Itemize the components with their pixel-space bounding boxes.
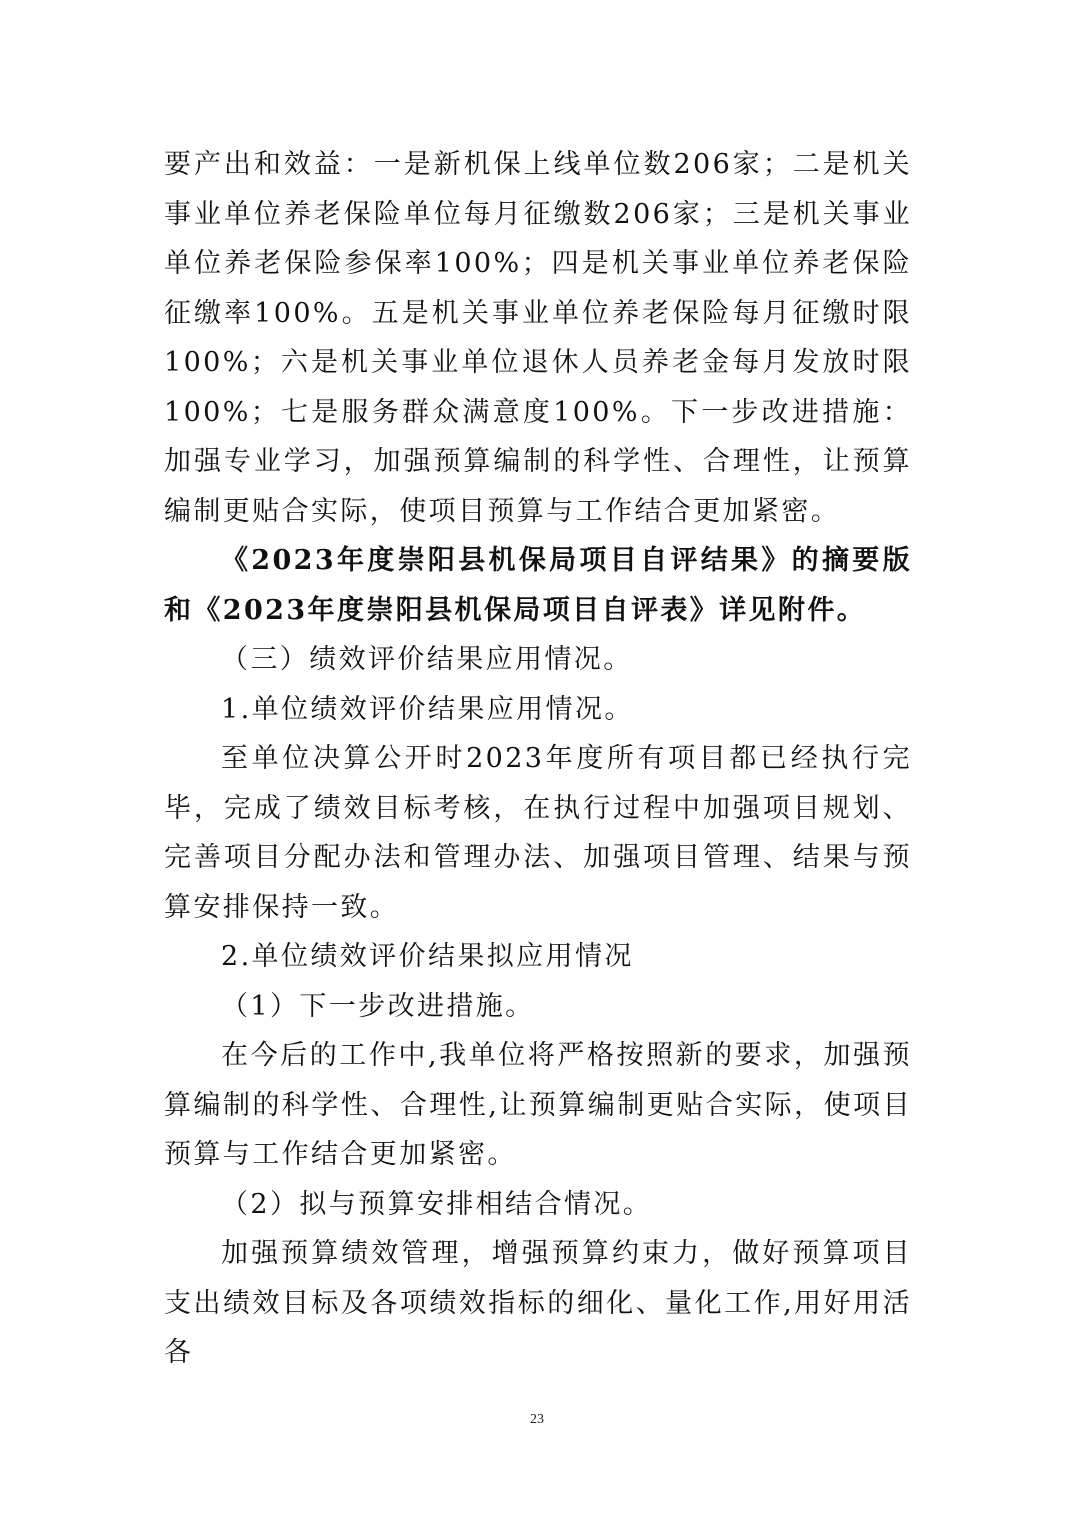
- heading-subitem-1: （1）下一步改进措施。: [221, 990, 535, 1022]
- page-number: 23: [530, 1412, 544, 1427]
- paragraph-application-status: 至单位决算公开时2023年度所有项目都已经执行完毕，完成了绩效目标考核，在执行过程中加强项目规划、完善项目分配办法和管理办法、加强项目管理、结果与预算安排保持一致。: [164, 743, 912, 923]
- paragraph-outputs-benefits: 要产出和效益：一是新机保上线单位数206家；二是机关事业单位养老保险单位每月征缴数206家；三是机关事业单位养老保险参保率100%；四是机关事业单位养老保险征缴率100%。五是机关事业单位养老保险每月征缴时限100%；六是机关事业单位退休人员养老金每月发放时限100%；七是服务群众满意度100%。下一步改进措施：加强专业学习，加强预算编制的科学性、合理性，让预算编制更贴合实际，使项目预算与工作结合更加紧密。: [164, 149, 912, 527]
- heading-item-1: 1.单位绩效评价结果应用情况。: [221, 693, 634, 725]
- paragraph-budget-management: 加强预算绩效管理，增强预算约束力，做好预算项目支出绩效目标及各项绩效指标的细化、量化工作,用好用活各: [164, 1238, 912, 1368]
- heading-section-3: （三）绩效评价结果应用情况。: [221, 644, 633, 675]
- body-text: [164, 140, 912, 1378]
- paragraph-improvement-measures: 在今后的工作中,我单位将严格按照新的要求，加强预算编制的科学性、合理性,让预算编制更贴合实际，使项目预算与工作结合更加紧密。: [164, 1040, 912, 1170]
- heading-item-2: 2.单位绩效评价结果拟应用情况: [221, 941, 634, 972]
- heading-subitem-2: （2）拟与预算安排相结合情况。: [221, 1188, 653, 1220]
- paragraph-attachment-note: 《2023年度崇阳县机保局项目自评结果》的摘要版和《2023年度崇阳县机保局项目自评表》详见附件。: [164, 545, 912, 626]
